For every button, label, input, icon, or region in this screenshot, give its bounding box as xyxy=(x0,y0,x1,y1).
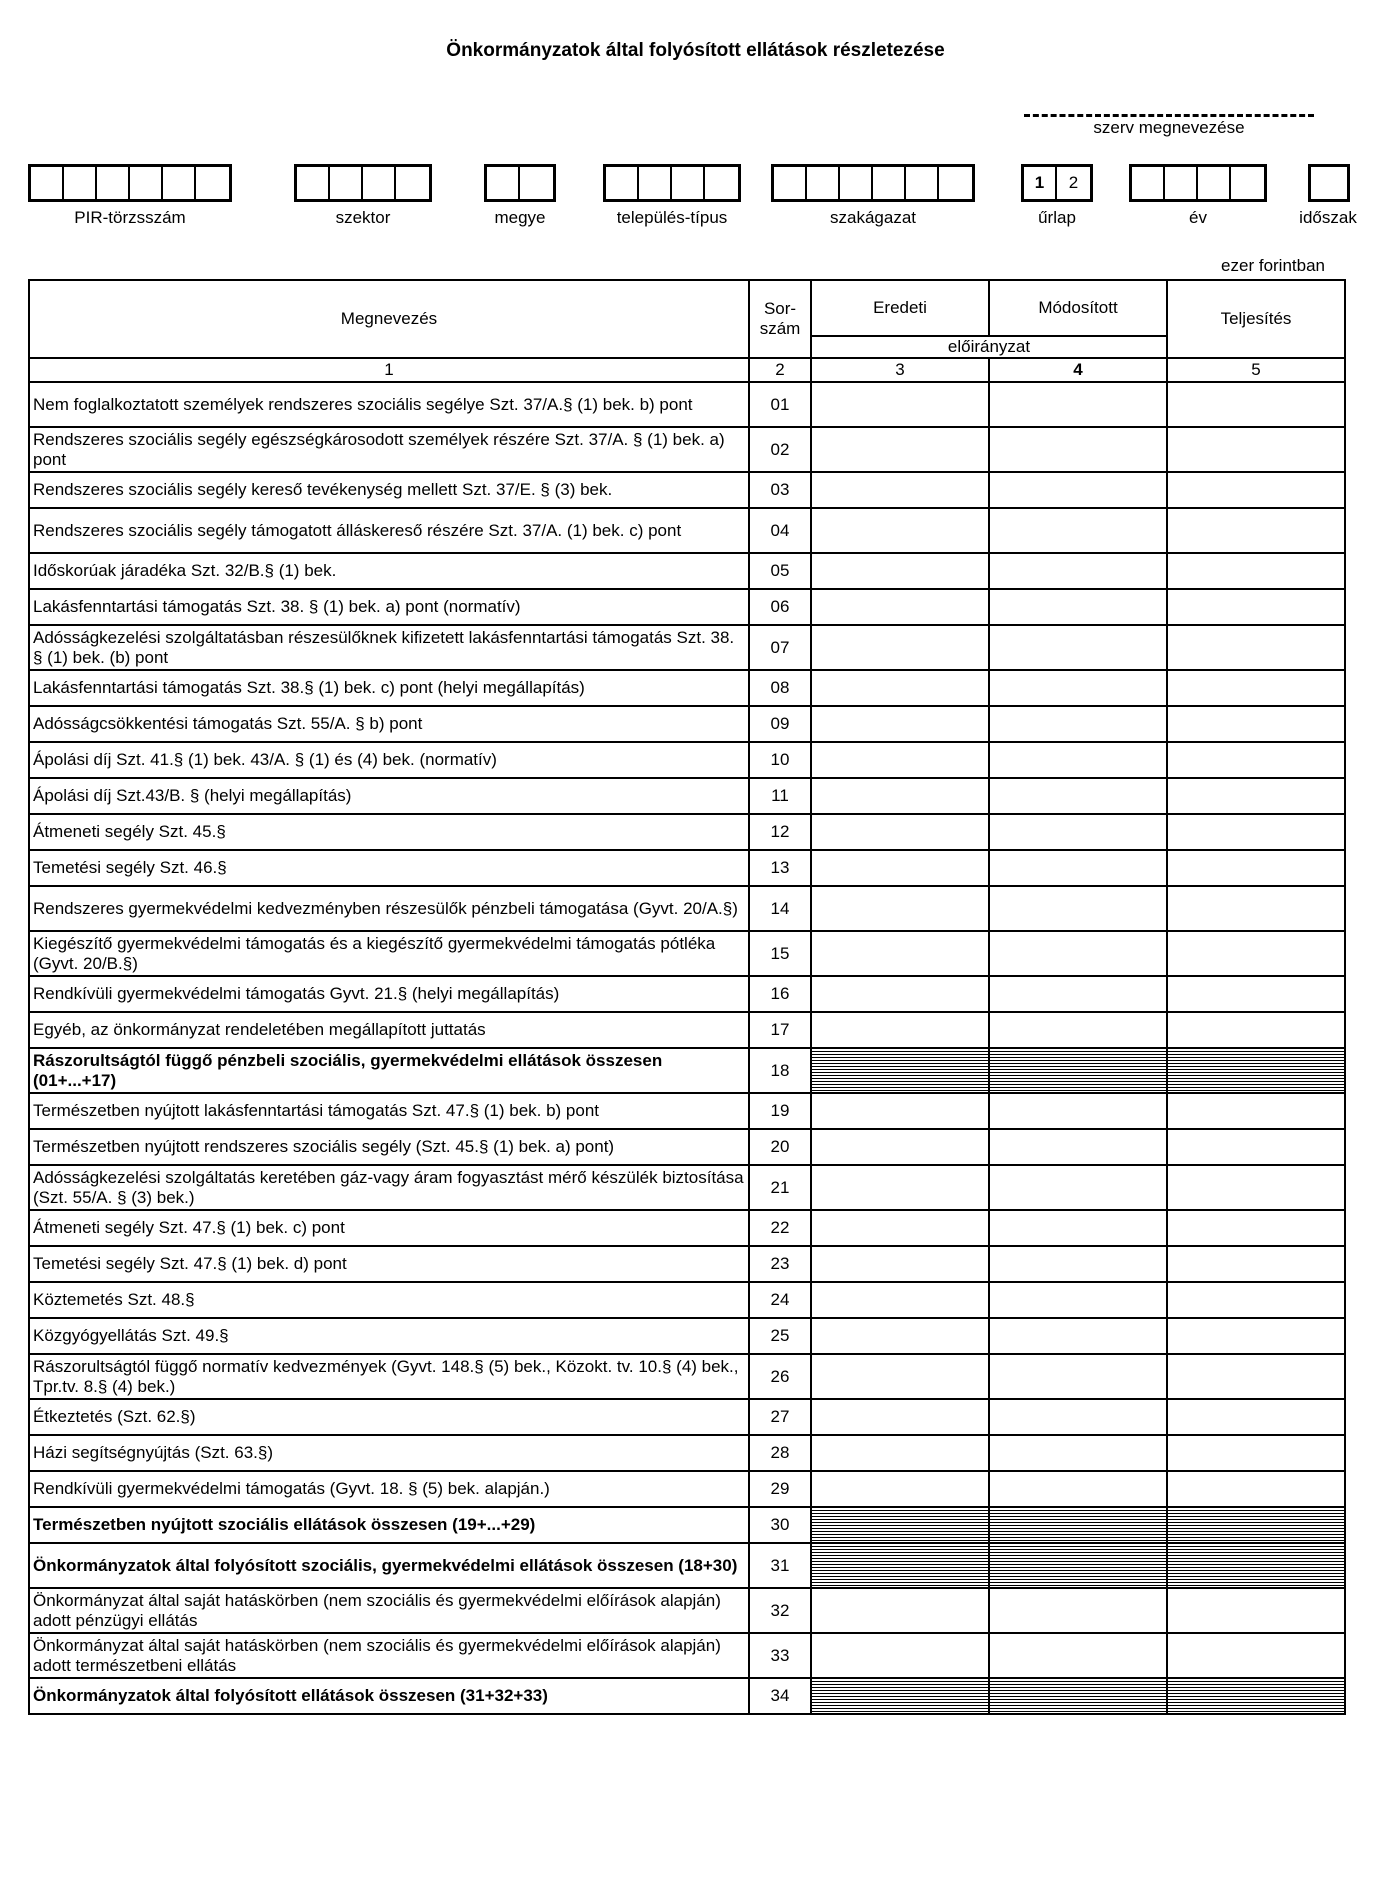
cell-teljesites[interactable] xyxy=(1167,931,1345,976)
row-name: Önkormányzatok által folyósított szociális, gyermekvédelmi ellátások összesen (18+30) xyxy=(29,1543,749,1588)
cell-teljesites[interactable] xyxy=(1167,1165,1345,1210)
row-code: 03 xyxy=(749,472,811,508)
cell-modositott[interactable] xyxy=(989,1246,1167,1282)
cell-modositott[interactable] xyxy=(989,508,1167,553)
idoszak-box[interactable] xyxy=(1308,164,1350,202)
pir-torzsszam-boxes[interactable] xyxy=(28,164,232,202)
cell-modositott[interactable] xyxy=(989,472,1167,508)
cell-eredeti[interactable] xyxy=(811,778,989,814)
row-code: 13 xyxy=(749,850,811,886)
cell-eredeti[interactable] xyxy=(811,670,989,706)
cell-eredeti[interactable] xyxy=(811,1588,989,1633)
header-megnevezes: Megnevezés xyxy=(29,280,749,358)
cell-eredeti[interactable] xyxy=(811,553,989,589)
cell-modositott[interactable] xyxy=(989,814,1167,850)
table-row xyxy=(29,1093,1345,1129)
szakagazat-label: szakágazat xyxy=(830,208,916,227)
table-row xyxy=(29,589,1345,625)
cell-teljesites[interactable] xyxy=(1167,1318,1345,1354)
row-code: 02 xyxy=(749,427,811,472)
telepules-tipus-boxes[interactable] xyxy=(603,164,741,202)
row-name: Köztemetés Szt. 48.§ xyxy=(29,1282,749,1318)
cell-modositott[interactable] xyxy=(989,670,1167,706)
row-code: 22 xyxy=(749,1210,811,1246)
header-eloiranyzat: előirányzat xyxy=(811,336,1167,358)
row-name: Házi segítségnyújtás (Szt. 63.§) xyxy=(29,1435,749,1471)
table-row xyxy=(29,976,1345,1012)
cell-eredeti[interactable] xyxy=(811,706,989,742)
cell-eredeti[interactable] xyxy=(811,1399,989,1435)
megye-label: megye xyxy=(494,208,546,227)
row-name: Rendszeres szociális segély egészségkárosodott személyek részére Szt. 37/A. § (1) bek. a) pont xyxy=(29,427,749,472)
cell-teljesites[interactable] xyxy=(1167,508,1345,553)
cell-modositott xyxy=(989,1048,1167,1093)
urlap-digit-1: 1 xyxy=(1024,167,1057,199)
cell-modositott[interactable] xyxy=(989,1435,1167,1471)
table-row xyxy=(29,1282,1345,1318)
cell-teljesites[interactable] xyxy=(1167,778,1345,814)
cell-teljesites[interactable] xyxy=(1167,1129,1345,1165)
row-code: 27 xyxy=(749,1399,811,1435)
table-row xyxy=(29,742,1345,778)
header-eredeti: Eredeti xyxy=(811,280,989,336)
cell-eredeti[interactable] xyxy=(811,1165,989,1210)
cell-eredeti xyxy=(811,1507,989,1543)
cell-teljesites[interactable] xyxy=(1167,1399,1345,1435)
ev-boxes[interactable] xyxy=(1129,164,1267,202)
cell-modositott[interactable] xyxy=(989,1471,1167,1507)
table-row xyxy=(29,1048,1345,1093)
row-name: Önkormányzat által saját hatáskörben (nem szociális és gyermekvédelmi előírások alapján) adott pénzügyi ellátás xyxy=(29,1588,749,1633)
row-name: Rendszeres szociális segély támogatott álláskereső részére Szt. 37/A. (1) bek. c) pont xyxy=(29,508,749,553)
cell-eredeti[interactable] xyxy=(811,508,989,553)
idoszak-label: időszak xyxy=(1299,208,1357,227)
cell-teljesites xyxy=(1167,1543,1345,1588)
cell-eredeti[interactable] xyxy=(811,886,989,931)
table-row xyxy=(29,1246,1345,1282)
cell-eredeti[interactable] xyxy=(811,1318,989,1354)
row-name: Rendkívüli gyermekvédelmi támogatás (Gyvt. 18. § (5) bek. alapján.) xyxy=(29,1471,749,1507)
cell-teljesites[interactable] xyxy=(1167,553,1345,589)
cell-teljesites xyxy=(1167,1507,1345,1543)
cell-teljesites[interactable] xyxy=(1167,1354,1345,1399)
row-code: 16 xyxy=(749,976,811,1012)
header-modositott: Módosított xyxy=(989,280,1167,336)
row-code: 18 xyxy=(749,1048,811,1093)
cell-modositott[interactable] xyxy=(989,1012,1167,1048)
table-row xyxy=(29,931,1345,976)
row-name: Kiegészítő gyermekvédelmi támogatás és a kiegészítő gyermekvédelmi támogatás pótléka (Gyvt. 20/B.§) xyxy=(29,931,749,976)
row-code: 10 xyxy=(749,742,811,778)
cell-teljesites[interactable] xyxy=(1167,1588,1345,1633)
row-code: 14 xyxy=(749,886,811,931)
row-name: Rendszeres szociális segély kereső tevékenység mellett Szt. 37/E. § (3) bek. xyxy=(29,472,749,508)
cell-modositott xyxy=(989,1507,1167,1543)
table-row xyxy=(29,850,1345,886)
cell-modositott[interactable] xyxy=(989,1633,1167,1678)
col-number-4: 4 xyxy=(989,358,1167,382)
row-code: 01 xyxy=(749,382,811,427)
cell-eredeti[interactable] xyxy=(811,1633,989,1678)
urlap-boxes[interactable] xyxy=(1021,164,1093,202)
cell-modositott xyxy=(989,1543,1167,1588)
cell-eredeti[interactable] xyxy=(811,625,989,670)
urlap-digit-2: 2 xyxy=(1068,173,1079,192)
table-row xyxy=(29,1678,1345,1714)
row-name: Ápolási díj Szt.43/B. § (helyi megállapítás) xyxy=(29,778,749,814)
cell-eredeti[interactable] xyxy=(811,427,989,472)
szektor-label: szektor xyxy=(335,208,391,227)
cell-teljesites[interactable] xyxy=(1167,814,1345,850)
row-code: 08 xyxy=(749,670,811,706)
cell-teljesites[interactable] xyxy=(1167,1471,1345,1507)
cell-modositott[interactable] xyxy=(989,1282,1167,1318)
header-sorszam: Sor- szám xyxy=(749,280,811,358)
cell-eredeti[interactable] xyxy=(811,472,989,508)
cell-modositott[interactable] xyxy=(989,1165,1167,1210)
table-row xyxy=(29,1354,1345,1399)
col-number-1: 1 xyxy=(29,358,749,382)
cell-modositott[interactable] xyxy=(989,850,1167,886)
table-row xyxy=(29,1471,1345,1507)
col-number-2: 2 xyxy=(749,358,811,382)
cell-teljesites[interactable] xyxy=(1167,1093,1345,1129)
cell-eredeti[interactable] xyxy=(811,976,989,1012)
row-name: Nem foglalkoztatott személyek rendszeres szociális segélye Szt. 37/A.§ (1) bek. b) pont xyxy=(29,382,749,427)
cell-teljesites[interactable] xyxy=(1167,670,1345,706)
cell-teljesites[interactable] xyxy=(1167,1012,1345,1048)
row-name: Rendszeres gyermekvédelmi kedvezményben részesülők pénzbeli támogatása (Gyvt. 20/A.§) xyxy=(29,886,749,931)
cell-teljesites[interactable] xyxy=(1167,850,1345,886)
row-code: 24 xyxy=(749,1282,811,1318)
table-row xyxy=(29,1129,1345,1165)
table-row xyxy=(29,1507,1345,1543)
cell-teljesites[interactable] xyxy=(1167,589,1345,625)
cell-eredeti[interactable] xyxy=(811,1246,989,1282)
row-code: 30 xyxy=(749,1507,811,1543)
row-code: 09 xyxy=(749,706,811,742)
cell-modositott[interactable] xyxy=(989,553,1167,589)
row-code: 29 xyxy=(749,1471,811,1507)
row-code: 34 xyxy=(749,1678,811,1714)
row-name: Átmeneti segély Szt. 47.§ (1) bek. c) pont xyxy=(29,1210,749,1246)
table-row xyxy=(29,1543,1345,1588)
cell-modositott[interactable] xyxy=(989,427,1167,472)
row-name: Önkormányzat által saját hatáskörben (nem szociális és gyermekvédelmi előírások alapján) adott természetbeni ellátás xyxy=(29,1633,749,1678)
row-code: 12 xyxy=(749,814,811,850)
row-name: Átmeneti segély Szt. 45.§ xyxy=(29,814,749,850)
page-title: Önkormányzatok által folyósított ellátások részletezése xyxy=(446,40,945,61)
telepules-label: település-típus xyxy=(616,208,728,227)
cell-modositott[interactable] xyxy=(989,382,1167,427)
szerv-label: szerv megnevezése xyxy=(1093,118,1245,137)
cell-eredeti[interactable] xyxy=(811,1129,989,1165)
main-table xyxy=(28,279,1346,1715)
table-row xyxy=(29,1165,1345,1210)
row-name: Temetési segély Szt. 47.§ (1) bek. d) pont xyxy=(29,1246,749,1282)
row-code: 20 xyxy=(749,1129,811,1165)
cell-eredeti[interactable] xyxy=(811,1012,989,1048)
cell-modositott[interactable] xyxy=(989,589,1167,625)
col-number-5: 5 xyxy=(1167,358,1345,382)
ev-label: év xyxy=(1189,208,1207,227)
table-row xyxy=(29,1318,1345,1354)
cell-modositott[interactable] xyxy=(989,931,1167,976)
row-name: Közgyógyellátás Szt. 49.§ xyxy=(29,1318,749,1354)
cell-eredeti[interactable] xyxy=(811,850,989,886)
table-row xyxy=(29,382,1345,427)
cell-modositott[interactable] xyxy=(989,1093,1167,1129)
cell-eredeti[interactable] xyxy=(811,931,989,976)
cell-modositott[interactable] xyxy=(989,742,1167,778)
cell-modositott[interactable] xyxy=(989,1399,1167,1435)
table-row xyxy=(29,1435,1345,1471)
table-row xyxy=(29,1210,1345,1246)
cell-teljesites[interactable] xyxy=(1167,1282,1345,1318)
col-number-3: 3 xyxy=(811,358,989,382)
cell-modositott[interactable] xyxy=(989,1129,1167,1165)
row-name: Étkeztetés (Szt. 62.§) xyxy=(29,1399,749,1435)
cell-eredeti xyxy=(811,1048,989,1093)
cell-eredeti[interactable] xyxy=(811,1093,989,1129)
table-row xyxy=(29,427,1345,472)
cell-teljesites[interactable] xyxy=(1167,976,1345,1012)
row-name: Rászorultságtól függő normatív kedvezmények (Gyvt. 148.§ (5) bek., Közokt. tv. 10.§ (4) bek., Tpr.tv. 8.§ (4) bek.) xyxy=(29,1354,749,1399)
cell-modositott[interactable] xyxy=(989,886,1167,931)
cell-eredeti[interactable] xyxy=(811,589,989,625)
table-row xyxy=(29,1399,1345,1435)
szakagazat-boxes[interactable] xyxy=(771,164,975,202)
table-row xyxy=(29,1633,1345,1678)
row-name: Természetben nyújtott lakásfenntartási támogatás Szt. 47.§ (1) bek. b) pont xyxy=(29,1093,749,1129)
row-name: Lakásfenntartási támogatás Szt. 38.§ (1) bek. c) pont (helyi megállapítás) xyxy=(29,670,749,706)
urlap-label: űrlap xyxy=(1038,208,1076,227)
cell-teljesites[interactable] xyxy=(1167,1633,1345,1678)
row-name: Adósságkezelési szolgáltatásban részesülőknek kifizetett lakásfenntartási támogatás Szt. 38. § (1) bek. (b) pont xyxy=(29,625,749,670)
cell-eredeti[interactable] xyxy=(811,1282,989,1318)
row-name: Adósságkezelési szolgáltatás keretében gáz-vagy áram fogyasztást mérő készülék biztosítása (Szt. 55/A. § (3) bek.) xyxy=(29,1165,749,1210)
cell-teljesites[interactable] xyxy=(1167,1435,1345,1471)
cell-modositott[interactable] xyxy=(989,625,1167,670)
table-row xyxy=(29,472,1345,508)
row-code: 33 xyxy=(749,1633,811,1678)
table-row xyxy=(29,886,1345,931)
table-row xyxy=(29,778,1345,814)
megye-boxes[interactable] xyxy=(484,164,556,202)
cell-modositott[interactable] xyxy=(989,1318,1167,1354)
cell-modositott[interactable] xyxy=(989,976,1167,1012)
cell-eredeti xyxy=(811,1543,989,1588)
row-code: 15 xyxy=(749,931,811,976)
cell-eredeti[interactable] xyxy=(811,1354,989,1399)
szerv-line xyxy=(1024,114,1314,117)
row-name: Egyéb, az önkormányzat rendeletében megállapított juttatás xyxy=(29,1012,749,1048)
cell-teljesites[interactable] xyxy=(1167,706,1345,742)
cell-eredeti[interactable] xyxy=(811,1435,989,1471)
header-teljesites: Teljesítés xyxy=(1167,280,1345,358)
row-code: 32 xyxy=(749,1588,811,1633)
cell-teljesites[interactable] xyxy=(1167,427,1345,472)
cell-modositott[interactable] xyxy=(989,778,1167,814)
cell-teljesites[interactable] xyxy=(1167,1210,1345,1246)
row-code: 06 xyxy=(749,589,811,625)
row-code: 17 xyxy=(749,1012,811,1048)
cell-teljesites[interactable] xyxy=(1167,886,1345,931)
cell-eredeti[interactable] xyxy=(811,382,989,427)
row-code: 23 xyxy=(749,1246,811,1282)
cell-modositott[interactable] xyxy=(989,1588,1167,1633)
row-code: 26 xyxy=(749,1354,811,1399)
row-name: Önkormányzatok által folyósított ellátások összesen (31+32+33) xyxy=(29,1678,749,1714)
cell-teljesites[interactable] xyxy=(1167,382,1345,427)
cell-teljesites[interactable] xyxy=(1167,472,1345,508)
table-row xyxy=(29,508,1345,553)
row-code: 11 xyxy=(749,778,811,814)
table-row xyxy=(29,553,1345,589)
cell-teljesites xyxy=(1167,1678,1345,1714)
table-row xyxy=(29,814,1345,850)
row-name: Temetési segély Szt. 46.§ xyxy=(29,850,749,886)
szektor-boxes[interactable] xyxy=(294,164,432,202)
row-code: 04 xyxy=(749,508,811,553)
row-code: 21 xyxy=(749,1165,811,1210)
row-name: Időskorúak járadéka Szt. 32/B.§ (1) bek. xyxy=(29,553,749,589)
row-name: Természetben nyújtott rendszeres szociális segély (Szt. 45.§ (1) bek. a) pont) xyxy=(29,1129,749,1165)
table-row xyxy=(29,625,1345,670)
cell-modositott[interactable] xyxy=(989,1210,1167,1246)
row-code: 31 xyxy=(749,1543,811,1588)
cell-teljesites xyxy=(1167,1048,1345,1093)
row-name: Rendkívüli gyermekvédelmi támogatás Gyvt. 21.§ (helyi megállapítás) xyxy=(29,976,749,1012)
unit-label: ezer forintban xyxy=(1221,256,1325,275)
table-row xyxy=(29,670,1345,706)
row-code: 28 xyxy=(749,1435,811,1471)
row-name: Rászorultságtól függő pénzbeli szociális, gyermekvédelmi ellátások összesen (01+...+17) xyxy=(29,1048,749,1093)
cell-modositott[interactable] xyxy=(989,706,1167,742)
row-code: 25 xyxy=(749,1318,811,1354)
table-row xyxy=(29,1588,1345,1633)
table-row xyxy=(29,1012,1345,1048)
cell-teljesites[interactable] xyxy=(1167,1246,1345,1282)
cell-eredeti xyxy=(811,1678,989,1714)
cell-teljesites[interactable] xyxy=(1167,742,1345,778)
row-code: 05 xyxy=(749,553,811,589)
cell-teljesites[interactable] xyxy=(1167,625,1345,670)
row-name: Lakásfenntartási támogatás Szt. 38. § (1) bek. a) pont (normatív) xyxy=(29,589,749,625)
cell-eredeti[interactable] xyxy=(811,814,989,850)
row-name: Természetben nyújtott szociális ellátások összesen (19+...+29) xyxy=(29,1507,749,1543)
row-code: 19 xyxy=(749,1093,811,1129)
cell-modositott[interactable] xyxy=(989,1354,1167,1399)
pir-label: PIR-törzsszám xyxy=(74,208,186,227)
cell-eredeti[interactable] xyxy=(811,1210,989,1246)
row-code: 07 xyxy=(749,625,811,670)
cell-modositott xyxy=(989,1678,1167,1714)
row-name: Adósságcsökkentési támogatás Szt. 55/A. § b) pont xyxy=(29,706,749,742)
table-row xyxy=(29,706,1345,742)
cell-eredeti[interactable] xyxy=(811,1471,989,1507)
row-name: Ápolási díj Szt. 41.§ (1) bek. 43/A. § (1) és (4) bek. (normatív) xyxy=(29,742,749,778)
cell-eredeti[interactable] xyxy=(811,742,989,778)
